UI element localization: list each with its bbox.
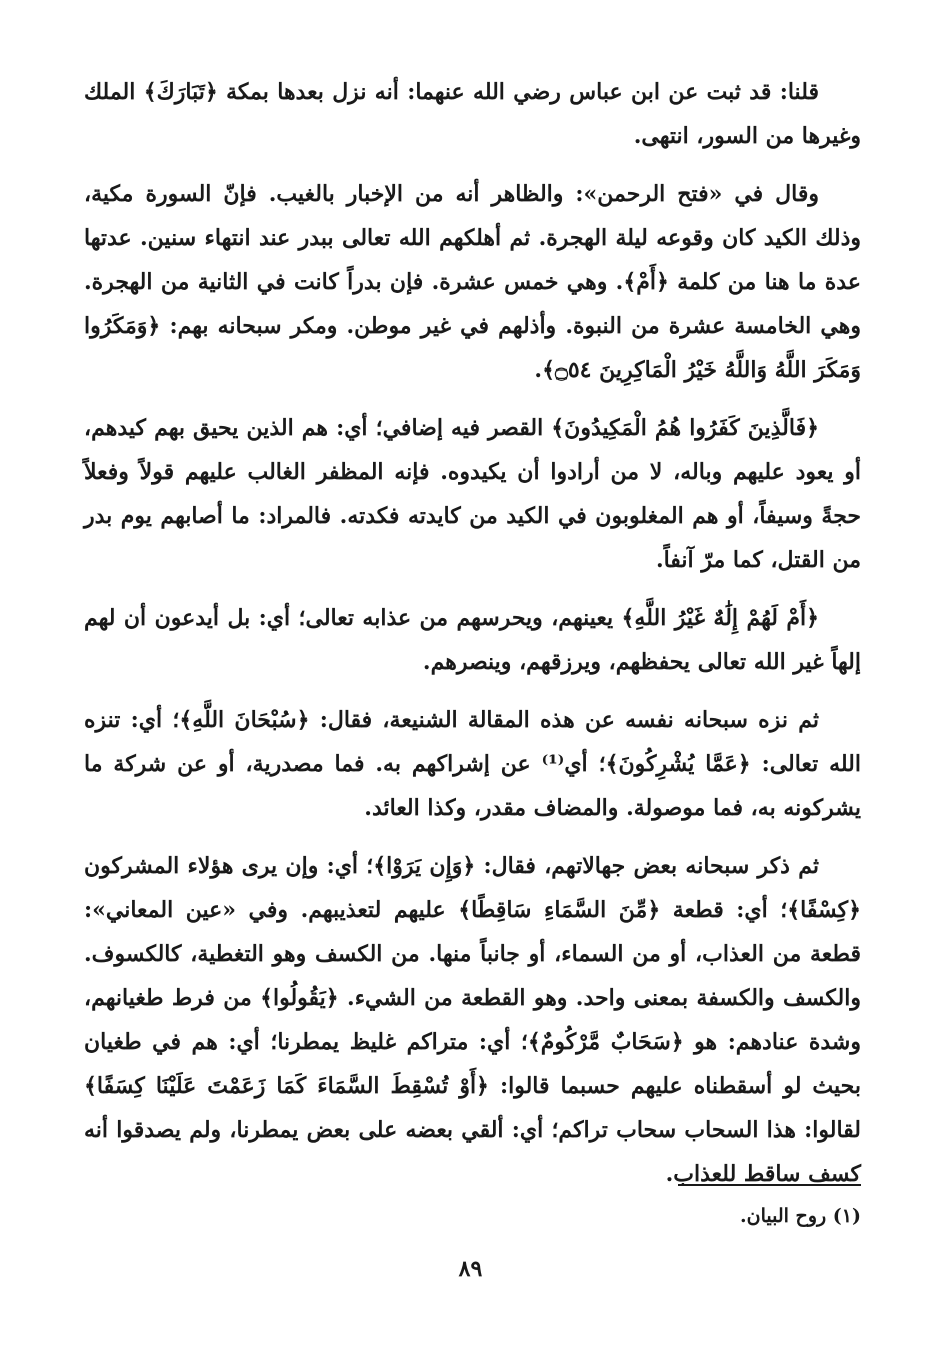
paragraph-6: ثم ذكر سبحانه بعض جهالاتهم، فقال: ﴿وَإِن يَرَوْا﴾؛ أي: وإن يرى هؤلاء المشركون ﴿كِسْفًا﴾؛ أي: قطعة ﴿مِّنَ السَّمَاءِ سَاقِطًا﴾ عليهم لتعذيبهم. وفي «عين المعاني»: قطعة من العذاب، أو من السماء، أو جانباً منها. من الكسف وهو التغطية، كالكسوف. والكسف والكسفة بمعنى واحد. وهو القطعة من الشيء. ﴿يَقُولُوا﴾ من فرط طغيانهم، وشدة عنادهم: هو ﴿سَحَابٌ مَّرْكُومٌ﴾؛ أي: متراكم غليظ يمطرنا؛ أي: هم في طغيان بحيث لو أسقطناه عليهم حسبما قالوا: ﴿أَوْ تُسْقِطَ السَّمَاءَ كَمَا زَعَمْتَ عَلَيْنَا كِسَفًا﴾ لقالوا: هذا السحاب سحاب تراكم؛ أي: ألقي بعضه على بعض يمطرنا، ولم يصدقوا أنه كسف ساقط للعذاب. — [84, 853, 861, 1187]
paragraph-1: قلنا: قد ثبت عن ابن عباس رضي الله عنهما: أنه نزل بعدها بمكة ﴿تَبَارَكَ﴾ الملك وغيرها من السور، انتهى. — [84, 79, 861, 149]
paragraph-3: ﴿فَالَّذِينَ كَفَرُوا هُمُ الْمَكِيدُونَ﴾ القصر فيه إضافي؛ أي: هم الذين يحيق بهم كيدهم، أو يعود عليهم وباله، لا من أرادوا أن يكيدوه. فإنه المظفر الغالب عليهم قولاً وفعلاً حجةً وسيفاً، أو هم المغلوبون في الكيد من كايدته فكدته. فالمراد: ما أصابهم يوم بدر من القتل، كما مرّ آنفاً. — [84, 415, 861, 573]
footnote-divider — [678, 1184, 861, 1186]
paragraph-2: وقال في «فتح الرحمن»: والظاهر أنه من الإخبار بالغيب. فإنّ السورة مكية، وذلك الكيد كان وقوعه ليلة الهجرة. ثم أهلكهم الله تعالى ببدر عند انتهاء سنين. عدتها عدة ما هنا من كلمة ﴿أَمْ﴾. وهي خمس عشرة. فإن بدراً كانت في الثانية من الهجرة. وهي الخامسة عشرة من النبوة. وأذلهم في غير موطن. ومكر سبحانه بهم: ﴿وَمَكَرُوا وَمَكَرَ اللَّهُ وَاللَّهُ خَيْرُ الْمَاكِرِينَ ۝٥٤﴾. — [84, 181, 861, 383]
paragraph-4: ﴿أَمْ لَهُمْ إِلَٰهٌ غَيْرُ اللَّهِ﴾ يعينهم، ويحرسهم من عذابه تعالى؛ أي: بل أيدعون أن لهم إلهاً غير الله تعالى يحفظهم، ويرزقهم، وينصرهم. — [84, 605, 861, 675]
main-text-body — [84, 70, 861, 1210]
paragraph-5: ثم نزه سبحانه نفسه عن هذه المقالة الشنيعة، فقال: ﴿سُبْحَانَ اللَّهِ﴾؛ أي: تنزه الله تعالى: ﴿عَمَّا يُشْرِكُونَ﴾؛ أي⁽¹⁾ عن إشراكهم به. فما مصدرية، أو عن شركة ما يشركونه به، فما موصولة. والمضاف مقدر، وكذا العائد. — [84, 707, 861, 821]
footnote: (١) روح البيان. — [740, 1205, 861, 1227]
page-number: ٨٩ — [458, 1256, 483, 1282]
